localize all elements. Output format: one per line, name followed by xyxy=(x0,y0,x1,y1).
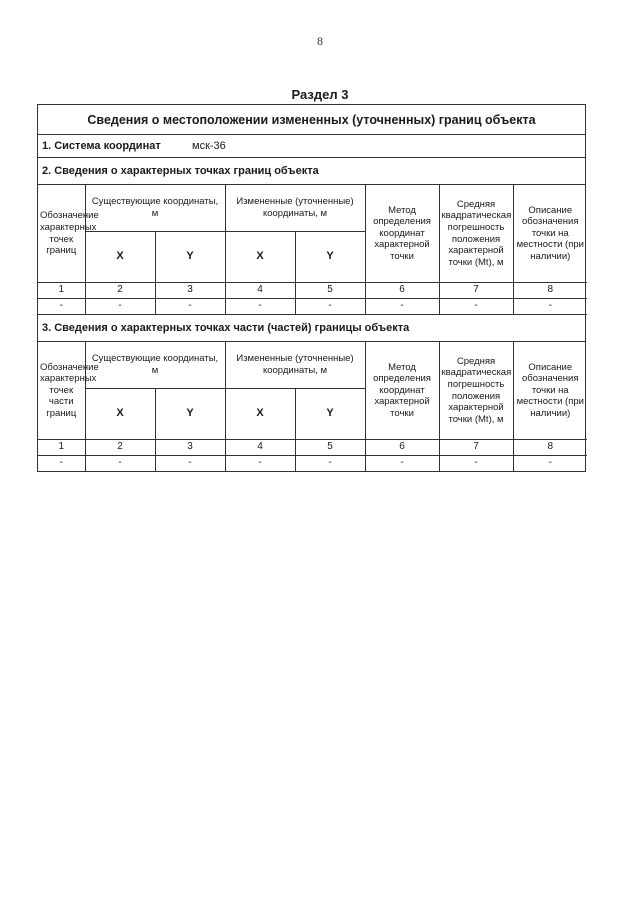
column-number: 3 xyxy=(155,283,225,299)
column-number: 5 xyxy=(295,283,365,299)
column-number: 2 xyxy=(85,283,155,299)
empty-cell: - xyxy=(365,299,439,315)
main-title: Сведения о местоположении измененных (уточненных) границ объекта xyxy=(38,105,585,135)
column-number: 5 xyxy=(295,440,365,456)
column-numbers-row xyxy=(38,283,587,299)
header-existing-coordinates: Существующие координаты, м xyxy=(85,185,225,232)
header-method: Метод определения координат характерной точки xyxy=(365,342,439,440)
empty-cell: - xyxy=(365,456,439,472)
empty-cell: - xyxy=(513,299,587,315)
header-changed-x: X xyxy=(225,232,295,283)
column-numbers-row xyxy=(38,440,587,456)
header-changed-y: Y xyxy=(295,232,365,283)
empty-cell: - xyxy=(225,299,295,315)
column-number: 7 xyxy=(439,283,513,299)
empty-cell: - xyxy=(439,299,513,315)
column-number: 3 xyxy=(155,440,225,456)
column-number: 7 xyxy=(439,440,513,456)
header-description: Описание обозначения точки на местности (при наличии) xyxy=(513,342,587,440)
empty-cell: - xyxy=(155,299,225,315)
header-existing-y: Y xyxy=(155,389,225,440)
header-existing-x: X xyxy=(85,389,155,440)
empty-cell: - xyxy=(295,299,365,315)
column-number: 8 xyxy=(513,283,587,299)
header-changed-y: Y xyxy=(295,389,365,440)
empty-cell: - xyxy=(439,456,513,472)
part-points-section-heading: 3. Сведения о характерных точках части (частей) границы объекта xyxy=(38,315,585,342)
header-point-designation: Обозначение характерных точек части границ xyxy=(38,342,85,440)
header-description: Описание обозначения точки на местности (при наличии) xyxy=(513,185,587,283)
column-number: 4 xyxy=(225,440,295,456)
header-existing-coordinates: Существующие координаты, м xyxy=(85,342,225,389)
column-number: 1 xyxy=(38,283,85,299)
empty-cell: - xyxy=(38,456,85,472)
header-changed-coordinates: Измененные (уточненные) координаты, м xyxy=(225,185,365,232)
empty-cell: - xyxy=(513,456,587,472)
empty-cell: - xyxy=(85,299,155,315)
empty-cell: - xyxy=(85,456,155,472)
table-row xyxy=(38,456,587,472)
header-changed-coordinates: Измененные (уточненные) координаты, м xyxy=(225,342,365,389)
coordinate-system-label: 1. Система координат xyxy=(42,140,161,152)
coordinate-system-row xyxy=(38,135,585,158)
header-mean-error: Средняя квадратическая погрешность положения характерной точки (Mt), м xyxy=(439,185,513,283)
part-points-table xyxy=(38,342,587,471)
column-number: 2 xyxy=(85,440,155,456)
header-mean-error: Средняя квадратическая погрешность положения характерной точки (Mt), м xyxy=(439,342,513,440)
header-method: Метод определения координат характерной точки xyxy=(365,185,439,283)
header-existing-x: X xyxy=(85,232,155,283)
points-section-heading: 2. Сведения о характерных точках границ объекта xyxy=(38,158,585,185)
column-number: 8 xyxy=(513,440,587,456)
section-title: Раздел 3 xyxy=(291,87,349,102)
column-number: 6 xyxy=(365,440,439,456)
empty-cell: - xyxy=(155,456,225,472)
points-table xyxy=(38,185,587,315)
header-point-designation: Обозначение характерных точек границ xyxy=(38,185,85,283)
table-row xyxy=(38,299,587,315)
coordinate-system-value: мск-36 xyxy=(192,140,226,152)
page-number: 8 xyxy=(317,34,323,48)
column-number: 6 xyxy=(365,283,439,299)
column-number: 1 xyxy=(38,440,85,456)
header-existing-y: Y xyxy=(155,232,225,283)
empty-cell: - xyxy=(38,299,85,315)
header-changed-x: X xyxy=(225,389,295,440)
column-number: 4 xyxy=(225,283,295,299)
empty-cell: - xyxy=(225,456,295,472)
empty-cell: - xyxy=(295,456,365,472)
boundary-info-sheet xyxy=(37,104,586,472)
